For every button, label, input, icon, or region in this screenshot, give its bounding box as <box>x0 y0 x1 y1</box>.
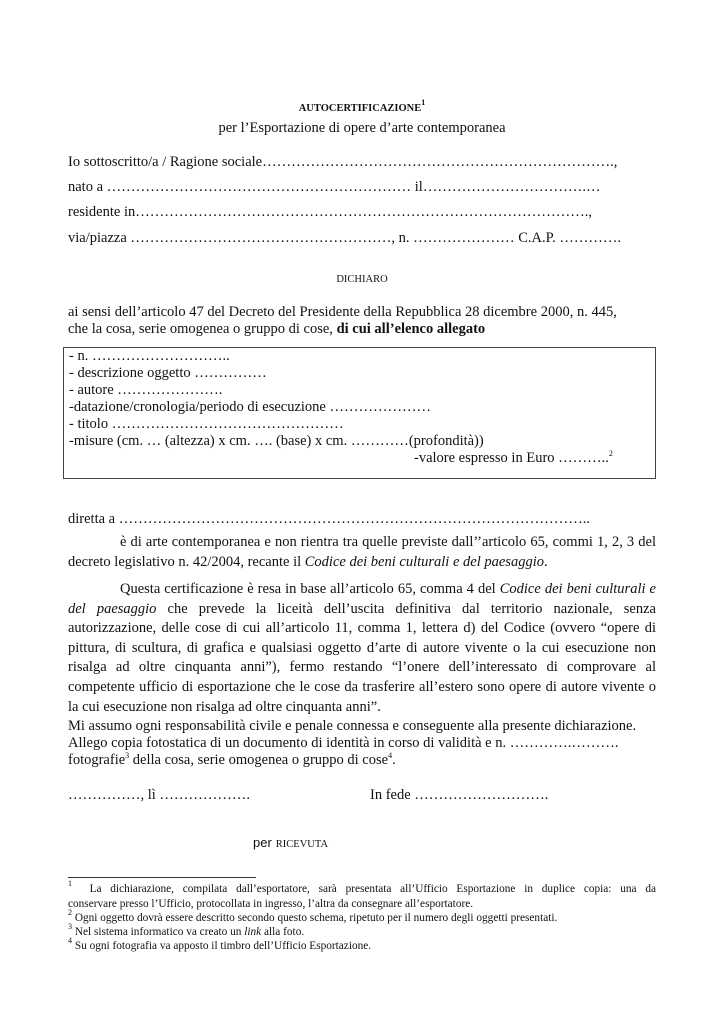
contemporary-art-row-1 <box>68 533 656 553</box>
footnote-2-text: Ogni oggetto dovrà essere descritto secondo questo schema, ripetuto per il numero degli oggetti presentati. <box>74 912 558 924</box>
contemporary-art-row-2 <box>68 553 656 573</box>
declaration-legal-basis: ai sensi dell’articolo 47 del Decreto del Presidente della Repubblica 28 dicembre 2000, n. 445, <box>68 304 617 320</box>
footnote-separator <box>68 877 256 878</box>
attachment-line: Allego copia fotostatica di un documento di identità in corso di validità e n. ………….………. <box>68 735 619 751</box>
object-value-field <box>414 450 613 467</box>
contemporary-art-row-2-text: decreto legislativo n. 42/2004, recante il <box>68 553 305 570</box>
footnote-4 <box>68 936 656 954</box>
title-text: AUTOCERTIFICAZIONE <box>298 103 422 114</box>
certification-row-2-text: che prevede la liceità dell’uscita definitiva dal territorio nazionale, senza <box>156 600 656 617</box>
receipt-per: per <box>253 835 272 850</box>
object-description-field: - descrizione oggetto …………… <box>69 365 267 381</box>
declaration-heading: DICHIARO <box>336 274 388 285</box>
object-description-box <box>63 347 656 479</box>
footnote-1 <box>68 879 656 911</box>
certification-row-2 <box>68 600 656 620</box>
responsibility-line: Mi assumo ogni responsabilità civile e penale connessa e conseguente alla presente dichiarazione. <box>68 718 637 734</box>
footnote-1-row-2: conservare presso l’Ufficio, protocollata in ingresso, l’altra da consegnare all’esportatore. <box>68 897 474 910</box>
footnote-1-row-1-text: La dichiarazione, compilata dall’esportatore, sarà presentata all’Ufficio Esportazione in duplice copia: una da <box>89 883 656 895</box>
photos-line-text-b: della cosa, serie omogenea o gruppo di cose <box>129 752 389 768</box>
footnote-3 <box>68 922 656 940</box>
destination-line: diretta a …………………………………………………………………………………….. <box>68 511 590 527</box>
object-dating-field: -datazione/cronologia/periodo di esecuzione ………………… <box>69 399 431 415</box>
certification-row-4: pittura, di scultura, di grafica e qualsiasi oggetto d’arte di autore vivente o la cui esecuzione non <box>68 639 656 656</box>
footnote-2 <box>68 908 656 926</box>
declarant-birth-line: nato a ……………………………………………………… il…………………………….… <box>68 179 601 195</box>
footnote-3-mark: 3 <box>68 922 72 931</box>
declaration-object-intro <box>68 321 485 338</box>
document-title <box>0 98 724 114</box>
contemporary-art-paragraph <box>68 533 656 572</box>
receipt-label <box>253 834 328 852</box>
footnote-ref-4: 4 <box>388 751 393 760</box>
photos-line-text-a: fotografie <box>68 752 126 768</box>
footnote-4-text: Su ogni fotografia va apposto il timbro dell’Ufficio Esportazione. <box>74 940 372 952</box>
receipt-word: RICEVUTA <box>275 839 329 850</box>
declarant-address-line: via/piazza ………………………………………………, n. ………………… C.A.P. …………. <box>68 230 621 246</box>
object-value-text: -valore espresso in Euro ……….. <box>414 450 609 466</box>
place-date-field: ……………, lì ………………. <box>68 787 251 803</box>
declaration-object-intro-bold: di cui all’elenco allegato <box>336 321 486 337</box>
certification-row-1 <box>68 580 656 600</box>
footnote-1-mark: 1 <box>68 879 72 888</box>
photos-line <box>68 752 396 769</box>
declarant-residence-line: residente in…………………………………………………………………………………., <box>68 204 592 220</box>
certification-row-7: la cui esecuzione non risalga ad oltre cinquanta anni”. <box>68 698 381 715</box>
certification-paragraph <box>68 580 656 717</box>
contemporary-art-row-2-end: . <box>543 553 548 570</box>
footnote-3-link-italic: link <box>244 926 262 938</box>
declarant-name-line: Io sottoscritto/a / Ragione sociale………………………………………………………………., <box>68 154 618 170</box>
contemporary-art-row-1-text: è di arte contemporanea e non rientra tra quelle previste dall’’articolo 65, commi 1, 2, 3 del <box>120 534 656 550</box>
certification-row-6: competente ufficio di esportazione che le cose da trasferire all’estero sono opere di autore vivente o <box>68 678 656 695</box>
code-title-italic: Codice dei beni culturali e del paesaggio <box>304 553 544 570</box>
footnote-4-mark: 4 <box>68 936 72 945</box>
footnote-3-text-b: alla foto. <box>261 926 305 938</box>
certification-row-1-text: Questa certificazione è resa in base all’articolo 65, comma 4 del <box>120 581 500 597</box>
certification-row-3: autorizzazione, delle cose di cui all’articolo 11, comma 1, lettera d) del Codice (ovvero “opere di <box>68 620 656 637</box>
footnote-1-row-1 <box>68 879 656 897</box>
object-measures-field: -misure (cm. … (altezza) x cm. …. (base) x cm. …………(profondità)) <box>69 433 484 449</box>
footnote-ref-3: 3 <box>125 751 130 760</box>
signature-field: In fede ………………………. <box>370 787 549 803</box>
footnote-ref-2: 2 <box>608 449 613 458</box>
document-subtitle: per l’Esportazione di opere d’arte contemporanea <box>218 120 506 136</box>
certification-row-1-italic: Codice dei beni culturali e <box>499 581 656 597</box>
footnote-2-mark: 2 <box>68 908 72 917</box>
object-number-field: - n. ……………………….. <box>69 348 230 364</box>
certification-row-5: risalga ad oltre cinquanta anni”), fermo restando “l’onere dell’interessato di comprovare al <box>68 659 656 676</box>
object-title-field: - titolo ………………………………………… <box>69 416 344 432</box>
object-author-field: - autore …………………. <box>69 382 223 398</box>
footnote-ref-1: 1 <box>421 98 426 107</box>
photos-line-text-c: . <box>392 752 396 768</box>
certification-row-2-italic: del paesaggio <box>68 600 157 617</box>
footnote-3-text-a: Nel sistema informatico va creato un <box>74 926 245 938</box>
declaration-object-intro-text: che la cosa, serie omogenea o gruppo di cose, <box>68 321 337 337</box>
